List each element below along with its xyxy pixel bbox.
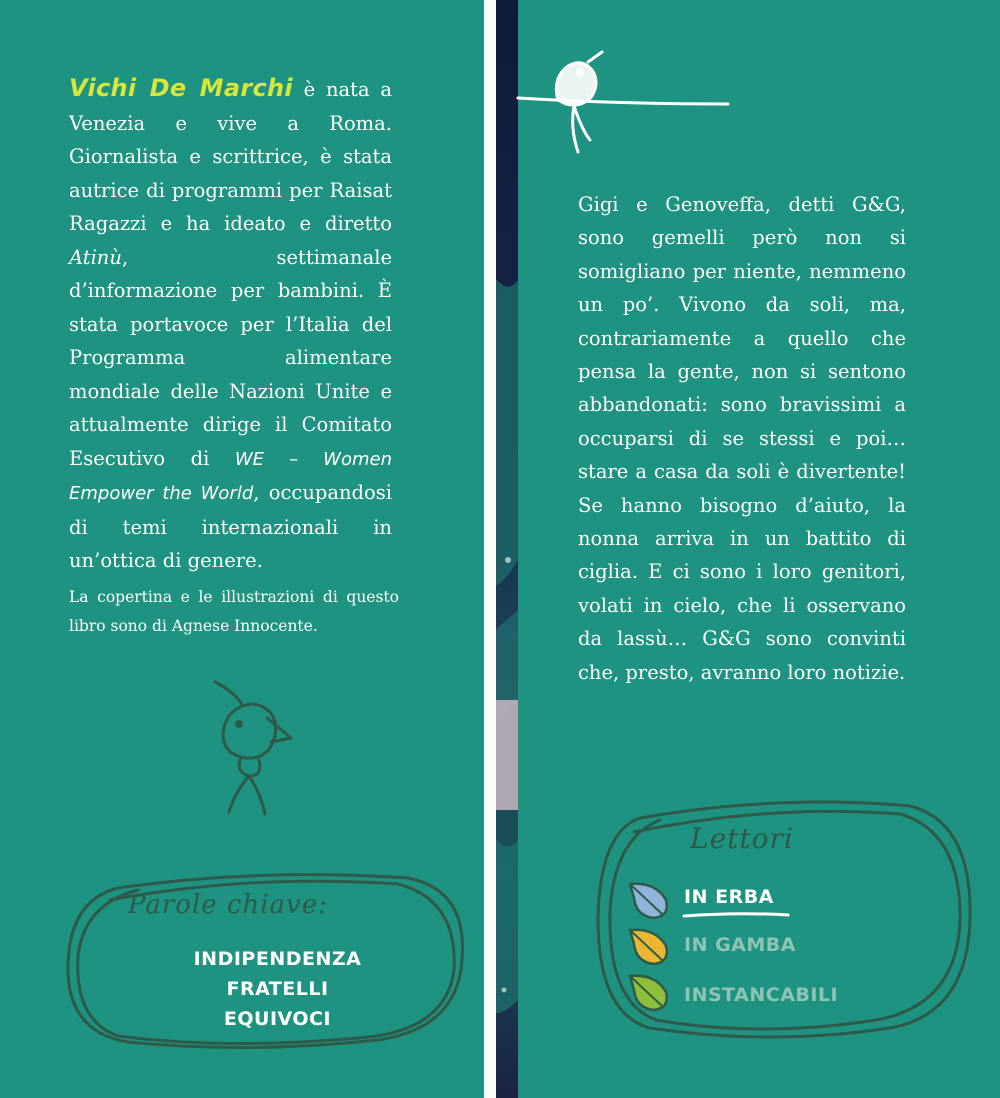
author-name: Vichi De Marchi (69, 74, 293, 102)
bio-text-3: , occupandosi di temi internazionali in un’ottica di genere. (69, 481, 393, 572)
bird-on-wire-icon (518, 48, 738, 163)
bio-magazine-title: Atinù (69, 245, 122, 269)
keyword-item: EQUIVOCI (223, 1008, 332, 1030)
reader-level-in-erba: IN ERBA (684, 886, 774, 908)
keyword-item: FRATELLI (226, 978, 329, 1000)
active-level-underline (682, 910, 792, 920)
leaf-icon (626, 880, 672, 922)
author-bio (69, 72, 392, 578)
reader-level-in-gamba: IN GAMBA (684, 934, 796, 956)
keyword-item: INDIPENDENZA (193, 948, 362, 970)
illustration-credit: La copertina e le illustrazioni di questo libro sono di Agnese Innocente. (69, 588, 399, 635)
reader-level-instancabili: INSTANCABILI (684, 984, 839, 1006)
bio-organization-name: WE – Women Empower the World (69, 448, 392, 504)
spine-edge (484, 0, 496, 1098)
keywords-title: Parole chiave: (128, 890, 328, 920)
leaf-icon (626, 972, 672, 1014)
book-synopsis: Gigi e Genoveffa, detti G&G, sono gemelli però non si somigliano per niente, nemmeno un po’. Vivono da soli, ma, contrariamente a quello che pensa la gente, non si sentono abbandonati: sono bravissimi a occuparsi di se stessi e poi… stare a casa da soli è divertente! Se hanno bisogno d’aiuto, la nonna arriva in un battito di ciglia. E ci sono i loro genitori, volati in cielo, che li osservano da lassù… G&G sono convinti che, presto, avranno loro notizie. (578, 193, 906, 684)
bird-doodle-icon (205, 672, 315, 822)
leaf-icon (626, 926, 672, 968)
readers-title: Lettori (690, 822, 794, 855)
bio-text-2: , settimanale d’informazione per bambini. È stata portavoce per l’Italia del Programma alimentare mondiale delle Nazioni Unite e attualmente dirige il Comitato Esecutivo di (69, 245, 392, 470)
bio-text-1: è nata a Venezia e vive a Roma. Giornalista e scrittrice, è stata autrice di programmi per Raisat Ragazzi e ha ideato e diretto (69, 78, 392, 235)
